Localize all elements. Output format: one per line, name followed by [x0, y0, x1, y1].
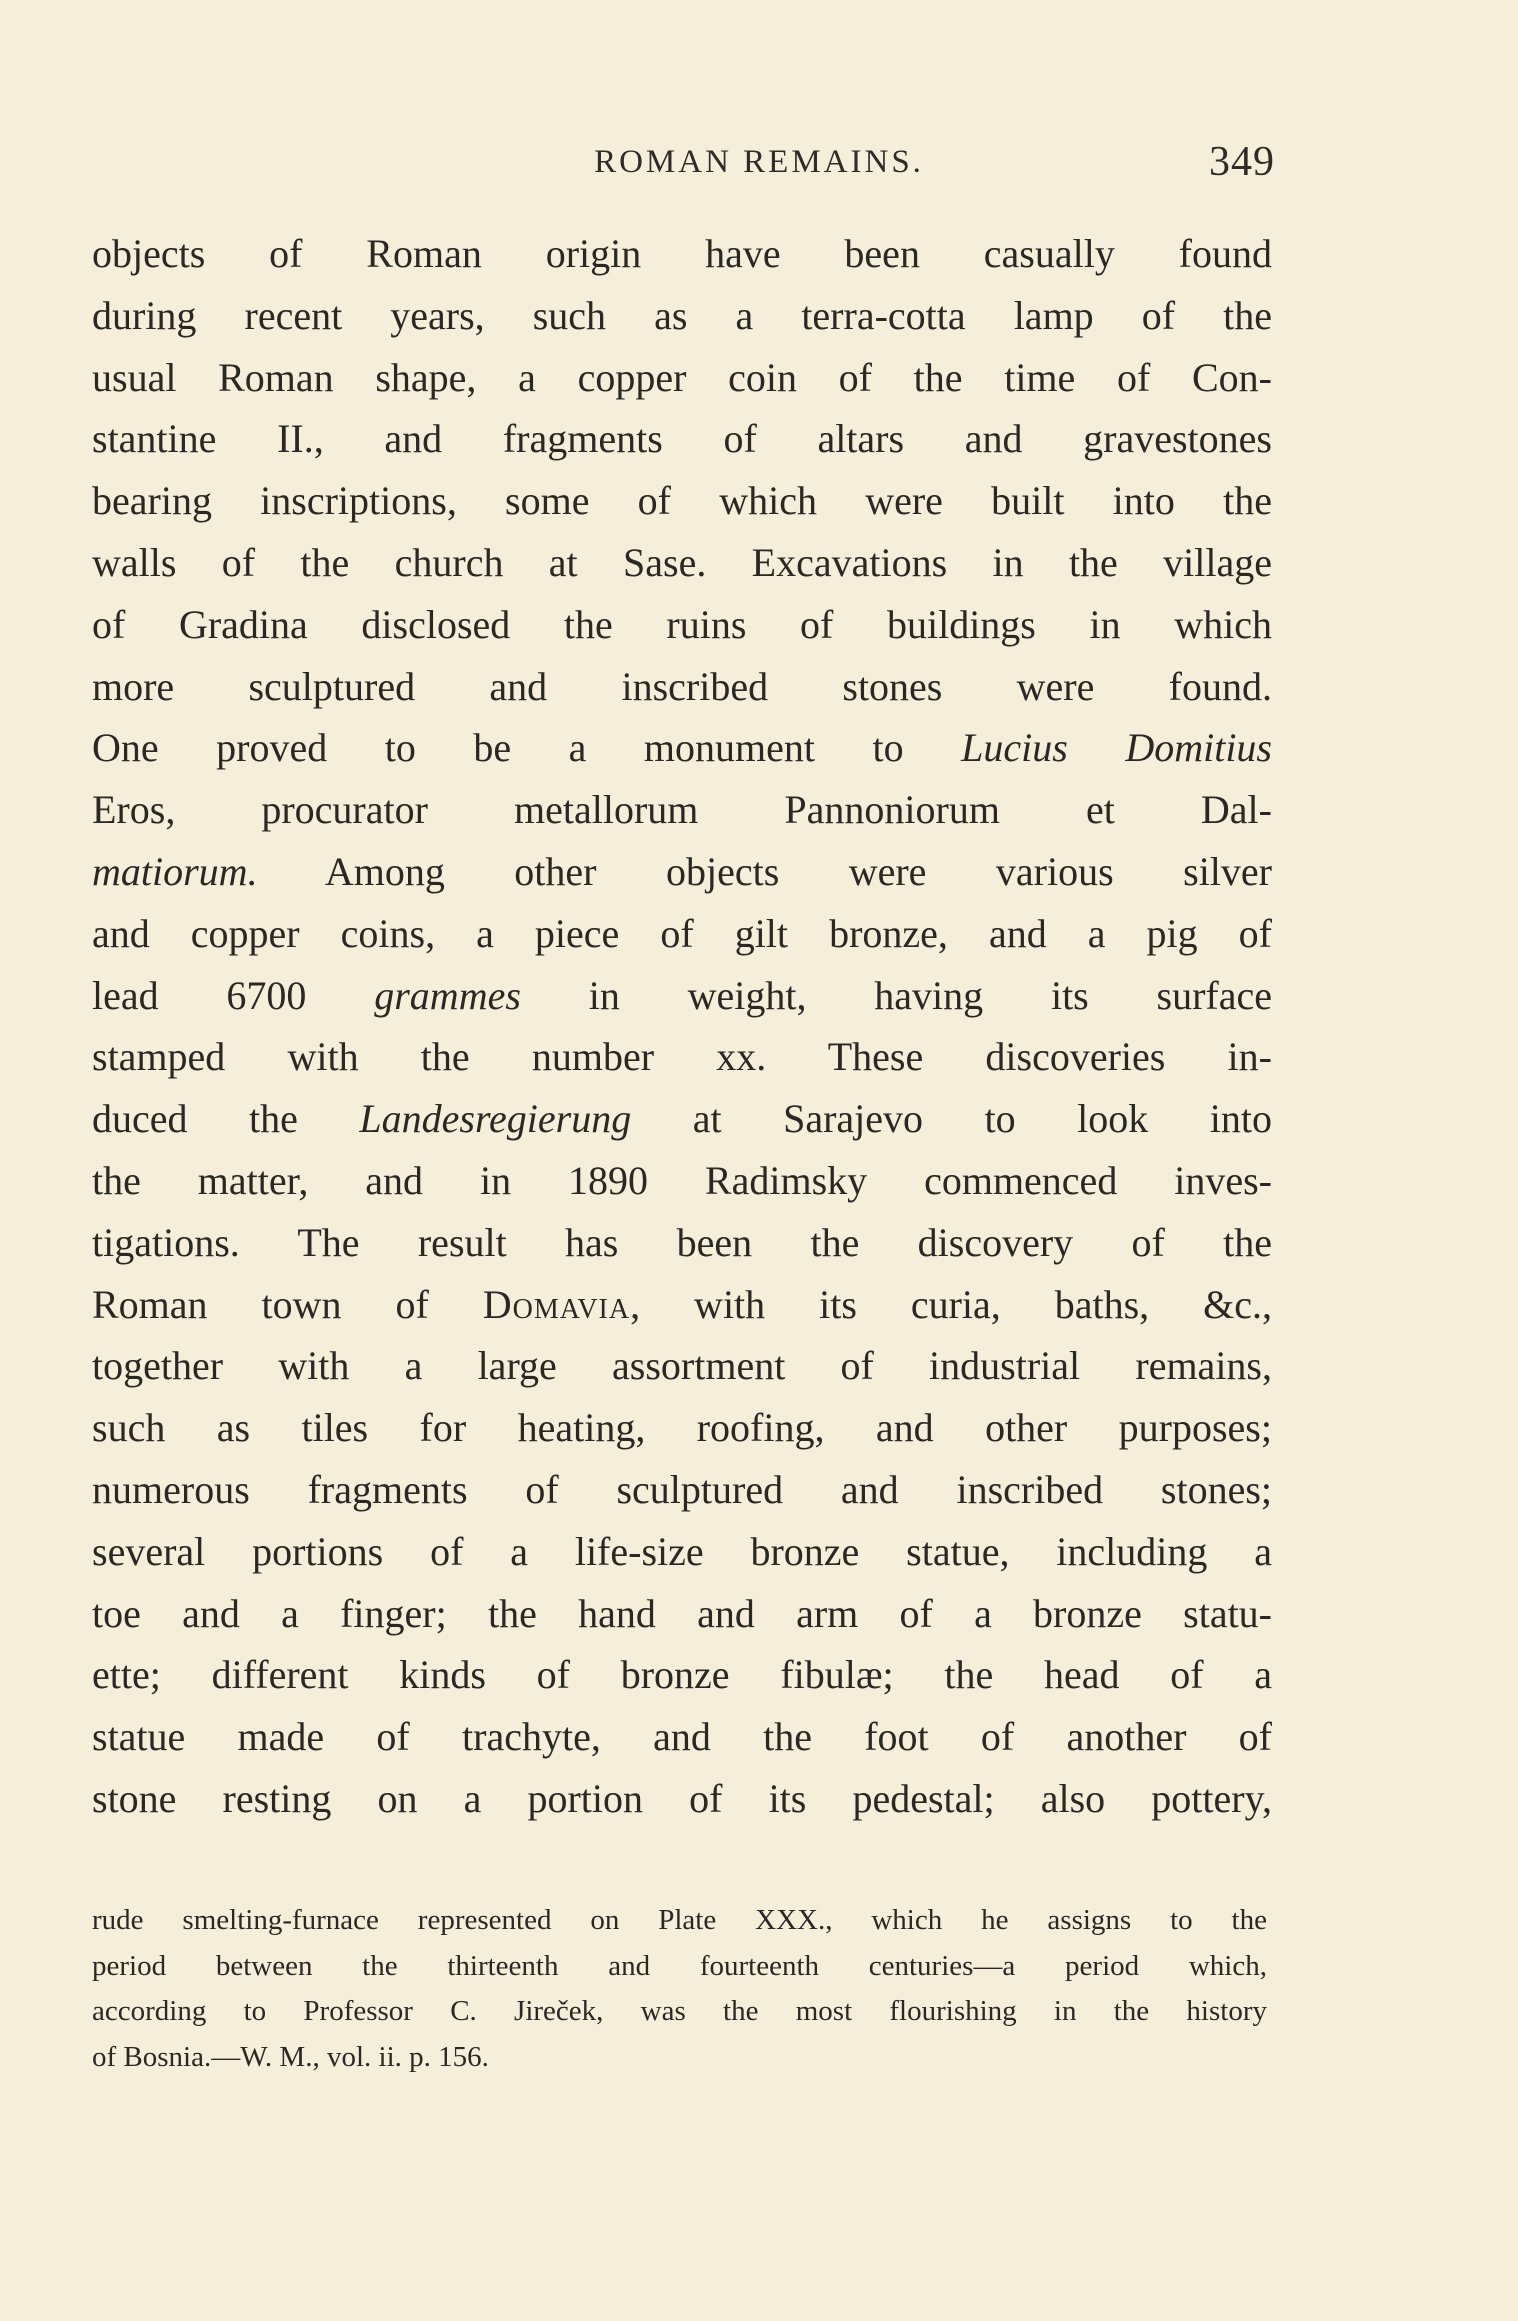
body-line: [92, 717, 1272, 779]
body-line: the matter, and in 1890 Radimsky commenced inves-: [92, 1157, 1272, 1203]
body-line: [92, 841, 1272, 903]
footnote-line: according to Professor C. Jireček, was the most flourishing in the history: [92, 1995, 1267, 2027]
page-number: 349: [1209, 139, 1275, 185]
footnote-line: of Bosnia.—W. M., vol. ii. p. 156.: [92, 2040, 489, 2073]
body-text: [92, 223, 1272, 1830]
body-line: and copper coins, a piece of gilt bronze, and a pig of: [92, 910, 1272, 956]
footnote: [92, 1898, 1267, 2080]
body-line: objects of Roman origin have been casually found: [92, 231, 1272, 276]
body-text-run: at Sarajevo to look into: [631, 1096, 1272, 1142]
body-line: bearing inscriptions, some of which were built into the: [92, 478, 1272, 524]
footnote-line: rude smelting-furnace represented on Plate XXX., which he assigns to the: [92, 1904, 1267, 1936]
body-text-run: duced the: [92, 1096, 360, 1142]
running-title: ROMAN REMAINS.: [594, 144, 924, 180]
body-line: stantine II., and fragments of altars and gravestones: [92, 416, 1272, 462]
body-line: stone resting on a portion of its pedestal; also pottery,: [92, 1775, 1272, 1821]
body-line: [92, 1088, 1272, 1150]
body-line: [92, 965, 1272, 1027]
body-line: statue made of trachyte, and the foot of another of: [92, 1714, 1272, 1760]
footnote-line: period between the thirteenth and fourteenth centuries—a period which,: [92, 1949, 1267, 1982]
italic-name: matiorum.: [92, 848, 258, 894]
body-line: Eros, procurator metallorum Pannoniorum et Dal-: [92, 787, 1272, 833]
body-line: tigations. The result has been the discovery of the: [92, 1219, 1272, 1265]
body-line: walls of the church at Sase. Excavations in the village: [92, 539, 1272, 585]
body-line: during recent years, such as a terra-cotta lamp of the: [92, 292, 1272, 338]
body-line: stamped with the number xx. These discoveries in-: [92, 1034, 1272, 1080]
body-text-run: in weight, having its surface: [520, 972, 1272, 1018]
body-text-run: One proved to be a monument to: [92, 725, 962, 771]
body-line: more sculptured and inscribed stones were found.: [92, 663, 1272, 709]
body-text-run: , with its curia, baths, &c.,: [630, 1281, 1272, 1327]
body-line: numerous fragments of sculptured and inscribed stones;: [92, 1466, 1272, 1512]
italic-term: grammes: [374, 972, 521, 1018]
body-line: together with a large assortment of industrial remains,: [92, 1343, 1272, 1389]
italic-name: Lucius Domitius: [961, 725, 1272, 771]
small-caps-name: Domavia: [482, 1281, 631, 1327]
body-line: [92, 1274, 1272, 1336]
italic-term: Landesregierung: [359, 1096, 632, 1142]
body-line: ette; different kinds of bronze fibulæ; the head of a: [92, 1652, 1272, 1698]
body-text-run: Roman town of: [92, 1281, 483, 1327]
body-line: usual Roman shape, a copper coin of the time of Con-: [92, 354, 1272, 400]
body-text-run: Among other objects were various silver: [257, 848, 1272, 894]
body-line: of Gradina disclosed the ruins of buildings in which: [92, 601, 1272, 647]
body-line: toe and a finger; the hand and arm of a bronze statu-: [92, 1590, 1272, 1636]
body-line: several portions of a life-size bronze statue, including a: [92, 1528, 1272, 1574]
body-line: such as tiles for heating, roofing, and other purposes;: [92, 1405, 1272, 1451]
page-header: [0, 138, 1518, 188]
body-text-run: lead 6700: [92, 972, 375, 1018]
